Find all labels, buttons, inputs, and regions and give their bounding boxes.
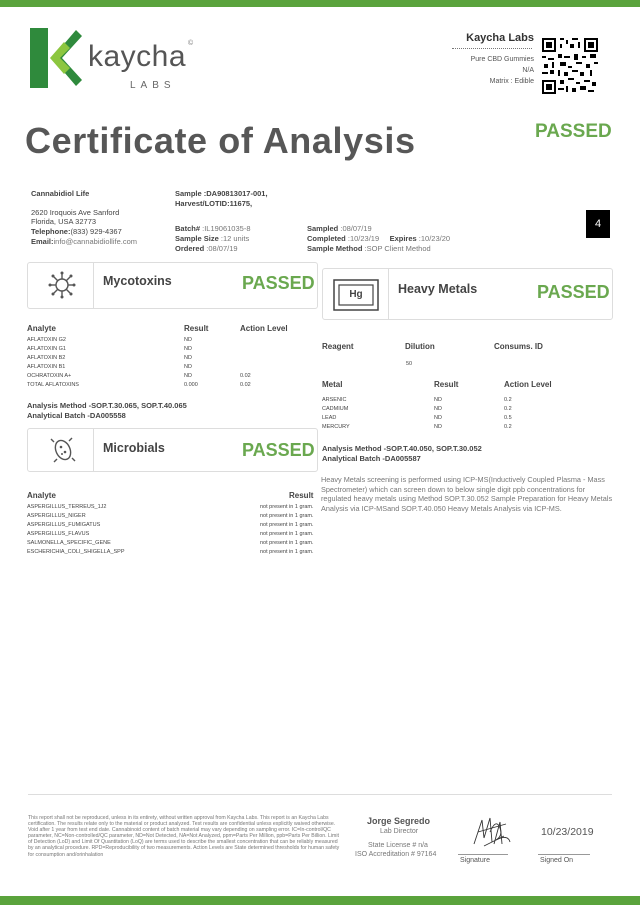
lab-name: Kaycha Labs	[466, 32, 534, 44]
metal-action: 0.2	[504, 397, 512, 403]
micro-analyte: ASPERGILLUS_TERREUS_1J2	[27, 504, 107, 510]
metal-name: LEAD	[322, 415, 337, 421]
myco-analyte: AFLATOXIN B2	[27, 355, 66, 361]
completed-label: Completed	[307, 234, 346, 243]
size-value: :12 units	[220, 234, 250, 243]
micro-result: not present in 1 gram.	[260, 513, 314, 519]
brand-wordmark: kaycha	[88, 40, 187, 73]
telephone-value: (833) 929-4367	[70, 227, 122, 236]
client-address-line2: Florida, USA 32773	[31, 217, 97, 226]
myco-header-action: Action Level	[240, 324, 288, 333]
metal-action-header: Action Level	[504, 380, 552, 389]
completed-date	[307, 234, 450, 243]
brand-subtitle: LABS	[130, 80, 176, 91]
overall-status-badge: PASSED	[535, 121, 612, 142]
metal-name: ARSENIC	[322, 397, 347, 403]
bottom-accent-bar	[0, 896, 640, 905]
myco-action: 0.02	[240, 382, 251, 388]
metals-analytical-batch: Analytical Batch -DA005587	[322, 454, 421, 463]
ordered-date	[175, 244, 238, 253]
myco-result: 0.000	[184, 382, 198, 388]
state-license: State License # n/a	[368, 842, 428, 849]
batch-label: Batch#	[175, 224, 201, 233]
telephone-label: Telephone:	[31, 227, 71, 236]
client-telephone	[31, 227, 122, 236]
expires-label: Expires	[389, 234, 417, 243]
myco-analyte: AFLATOXIN B1	[27, 364, 66, 370]
microbials-title: Microbials	[103, 441, 165, 455]
myco-result: ND	[184, 355, 192, 361]
metal-name: MERCURY	[322, 424, 350, 430]
dilution-header: Dilution	[405, 342, 435, 351]
metal-action: 0.2	[504, 406, 512, 412]
micro-header-analyte: Analyte	[27, 491, 56, 500]
sampled-label: Sampled	[307, 224, 339, 233]
sample-id: Sample :DA90813017-001,	[175, 189, 268, 198]
email-value[interactable]: info@cannabidiollife.com	[53, 237, 138, 246]
harvest-lot-id: Harvest/LOTID:11675,	[175, 199, 253, 208]
sample-size	[175, 234, 249, 243]
size-label: Sample Size	[175, 234, 219, 243]
signature-line	[458, 854, 508, 855]
signed-on-line	[538, 854, 590, 855]
signer-role: Lab Director	[380, 828, 419, 835]
microbials-status: PASSED	[242, 440, 315, 460]
dilution-value: 50	[406, 361, 413, 367]
micro-analyte: ASPERGILLUS_FUMIGATUS	[27, 522, 101, 528]
myco-analyte: AFLATOXIN G2	[27, 337, 66, 343]
micro-result: not present in 1 gram.	[260, 531, 314, 537]
metal-result: ND	[434, 415, 442, 421]
email-label: Email:	[31, 237, 54, 246]
product-matrix: Matrix : Edible	[489, 78, 534, 85]
disclaimer-text: This report shall not be reproduced, unless in its entirety, without written approval from Kaycha Labs. This report is an Kaycha Labs certification. The results relate only to the material or product analyzed. Test results are confidential unless explicitly waived otherwise. Void after 1 year from test end date. Cannabinoid content of batch material may vary depending on sampling error. IC=In-control/QC parameter, NC=Non-controlled/QC parameter, ND=Not Detected, NA=Not Analyzed, ppm=Parts Per Million, ppb=Parts Per Billion. Limit of Detection (LoD) and Limit Of Quantitation (LoQ) are terms used to describe the smallest concentration that can be reliably measured by an analytical procedure. RPD=Reproducibility of two measurements. Action Levels are State determined thresholds for human safety for consumption and/orinhalation	[28, 815, 340, 858]
metal-result: ND	[434, 406, 442, 412]
micro-result: not present in 1 gram.	[260, 540, 314, 546]
micro-analyte: ESCHERICHIA_COLI_SHIGELLA_SPP	[27, 549, 125, 555]
metal-action: 0.5	[504, 415, 512, 421]
micro-analyte: SALMONELLA_SPECIFIC_GENE	[27, 540, 111, 546]
myco-action: 0.02	[240, 373, 251, 379]
myco-analyte: TOTAL AFLATOXINS	[27, 382, 79, 388]
metals-analysis-method: Analysis Method -SOP.T.40.050, SOP.T.30.052	[322, 444, 482, 453]
metal-name: CADMIUM	[322, 406, 349, 412]
heavy-metals-description: Heavy Metals screening is performed using ICP-MS(Inductively Coupled Plasma - Mass Spectrometer) which can screen down to below single digit ppb concentrations for regulated heavy metals using Method SOP.T.30.052 Sample Preparation for Heavy Metals Analysis via ICP-MSand SOP.T.40.050 Heavy Metals Analysis via ICP-MS.	[321, 475, 613, 513]
myco-header-result: Result	[184, 324, 209, 333]
ordered-value: :08/07/19	[206, 244, 238, 253]
signer-name: Jorge Segredo	[367, 816, 431, 826]
reagent-header: Reagent	[322, 342, 354, 351]
footer-divider	[28, 794, 612, 795]
completed-value: :10/23/19	[347, 234, 380, 243]
ordered-label: Ordered	[175, 244, 205, 253]
mycotoxins-panel	[27, 262, 318, 309]
virus-icon	[48, 271, 76, 299]
top-accent-bar	[0, 0, 640, 7]
heavy-metals-title: Heavy Metals	[398, 282, 478, 296]
mycotoxins-status: PASSED	[242, 273, 315, 293]
handwritten-signature-icon	[470, 814, 512, 850]
metal-result: ND	[434, 397, 442, 403]
myco-result: ND	[184, 373, 192, 379]
metal-result: ND	[434, 424, 442, 430]
client-address-line1: 2620 Iroquois Ave Sanford	[31, 208, 120, 217]
micro-result: not present in 1 gram.	[260, 549, 314, 555]
signed-date: 10/23/2019	[541, 826, 594, 838]
myco-analysis-method: Analysis Method -SOP.T.30.065, SOP.T.40.065	[27, 401, 187, 410]
myco-result: ND	[184, 364, 192, 370]
myco-result: ND	[184, 337, 192, 343]
metal-action: 0.2	[504, 424, 512, 430]
mycotoxins-title: Mycotoxins	[103, 274, 172, 288]
myco-analyte: OCHRATOXIN A+	[27, 373, 72, 379]
bacteria-icon	[50, 436, 76, 464]
client-name: Cannabidiol Life	[31, 189, 90, 198]
micro-result: not present in 1 gram.	[260, 522, 314, 528]
page-number-badge: 4	[586, 210, 610, 238]
expires-value: :10/23/20	[418, 234, 451, 243]
metal-result-header: Result	[434, 380, 459, 389]
signed-on-label: Signed On	[540, 857, 574, 864]
micro-analyte: ASPERGILLUS_FLAVUS	[27, 531, 90, 537]
sampled-value: :08/07/19	[340, 224, 372, 233]
myco-analytical-batch: Analytical Batch -DA005558	[27, 411, 126, 420]
sample-method	[307, 244, 431, 253]
iso-accreditation: ISO Accreditation # 97164	[355, 851, 437, 858]
consums-id-header: Consums. ID	[494, 342, 543, 351]
product-name: Pure CBD Gummies	[470, 56, 534, 63]
method-label: Sample Method	[307, 244, 363, 253]
method-value: :SOP Client Method	[364, 244, 431, 253]
micro-header-result: Result	[289, 491, 314, 500]
brand-registered-mark: ©	[188, 40, 194, 47]
lab-divider	[452, 48, 532, 49]
qr-code-icon[interactable]	[542, 38, 598, 94]
kaycha-logo-icon	[30, 28, 82, 88]
myco-analyte: AFLATOXIN G1	[27, 346, 66, 352]
micro-analyte: ASPERGILLUS_NIGER	[27, 513, 86, 519]
client-email	[31, 237, 137, 246]
heavy-metals-panel	[322, 268, 613, 320]
product-na: N/A	[522, 67, 534, 74]
batch-number	[175, 224, 251, 233]
heavy-metals-status: PASSED	[537, 282, 610, 302]
myco-header-analyte: Analyte	[27, 324, 56, 333]
microbials-panel	[27, 428, 318, 472]
page-title: Certificate of Analysis	[25, 120, 416, 161]
batch-value: :IL19061035-8	[202, 224, 251, 233]
metal-header: Metal	[322, 380, 343, 389]
sampled-date	[307, 224, 372, 233]
signature-label: Signature	[460, 857, 490, 864]
myco-result: ND	[184, 346, 192, 352]
micro-result: not present in 1 gram.	[260, 504, 314, 510]
mercury-symbol: Hg	[349, 289, 363, 300]
